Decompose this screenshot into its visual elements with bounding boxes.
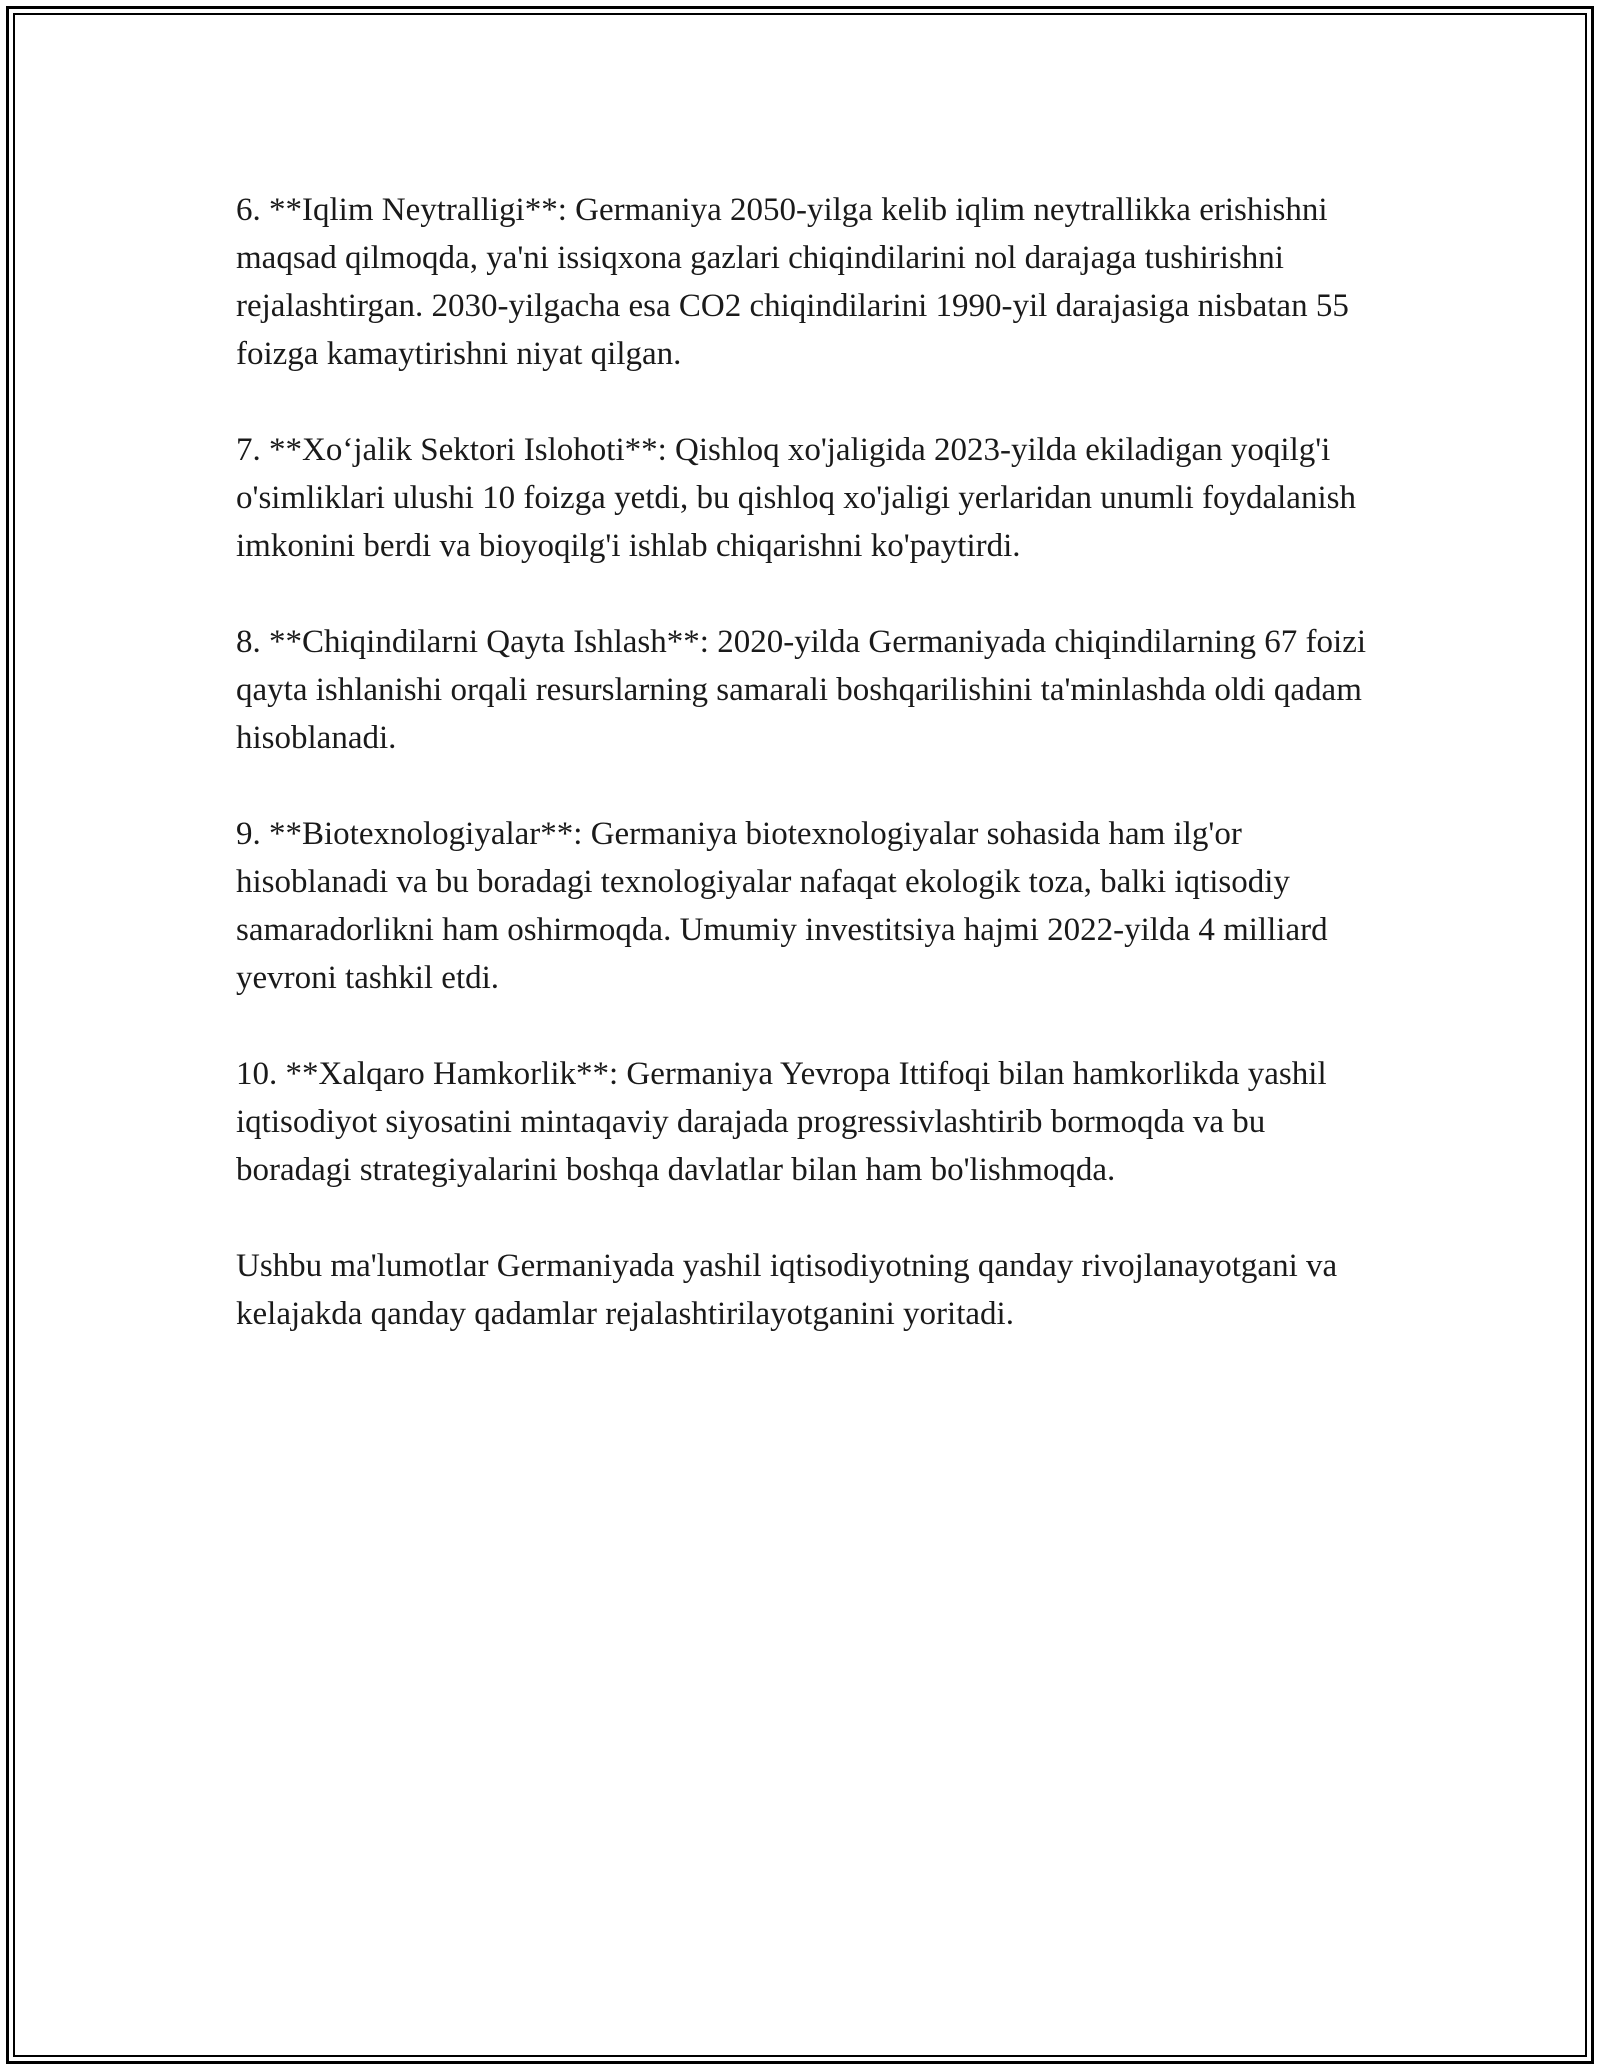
paragraph-conclusion: Ushbu ma'lumotlar Germaniyada yashil iqtisodiyotning qanday rivojlanayotgani va kelajakda qanday qadamlar rejalashtirilayotganini yoritadi. <box>236 1248 1338 1332</box>
document-body <box>236 186 1366 1338</box>
paragraph-international-cooperation: 10. **Xalqaro Hamkorlik**: Germaniya Yevropa Ittifoqi bilan hamkorlikda yashil iqtisodiyot siyosatini mintaqaviy darajada progressivlashtirib bormoqda va bu boradagi strategiyalarini boshqa davlatlar bilan ham bo'lishmoqda. <box>236 1056 1327 1188</box>
paragraph-climate-neutrality: 6. **Iqlim Neytralligi**: Germaniya 2050-yilga kelib iqlim neytrallikka erishishni maqsad qilmoqda, ya'ni issiqxona gazlari chiqindilarini nol darajaga tushirishni rejalashtirgan. 2030-yilgacha esa CO2 chiqindilarini 1990-yil darajasiga nisbatan 55 foizga kamaytirishni niyat qilgan. <box>236 192 1349 372</box>
paragraph-agriculture-reform: 7. **Xo‘jalik Sektori Islohoti**: Qishloq xo'jaligida 2023-yilda ekiladigan yoqilg'i o'simliklari ulushi 10 foizga yetdi, bu qishloq xo'jaligi yerlaridan unumli foydalanish imkonini berdi va bioyoqilg'i ishlab chiqarishni ko'paytirdi. <box>236 432 1356 564</box>
paragraph-biotechnology: 9. **Biotexnologiyalar**: Germaniya biotexnologiyalar sohasida ham ilg'or hisoblanadi va bu boradagi texnologiyalar nafaqat ekologik toza, balki iqtisodiy samaradorlikni ham oshirmoqda. Umumiy investitsiya hajmi 2022-yilda 4 milliard yevroni tashkil etdi. <box>236 816 1328 996</box>
paragraph-waste-recycling: 8. **Chiqindilarni Qayta Ishlash**: 2020-yilda Germaniyada chiqindilarning 67 foizi qayta ishlanishi orqali resurslarning samarali boshqarilishini ta'minlashda oldi qadam hisoblanadi. <box>236 624 1367 756</box>
